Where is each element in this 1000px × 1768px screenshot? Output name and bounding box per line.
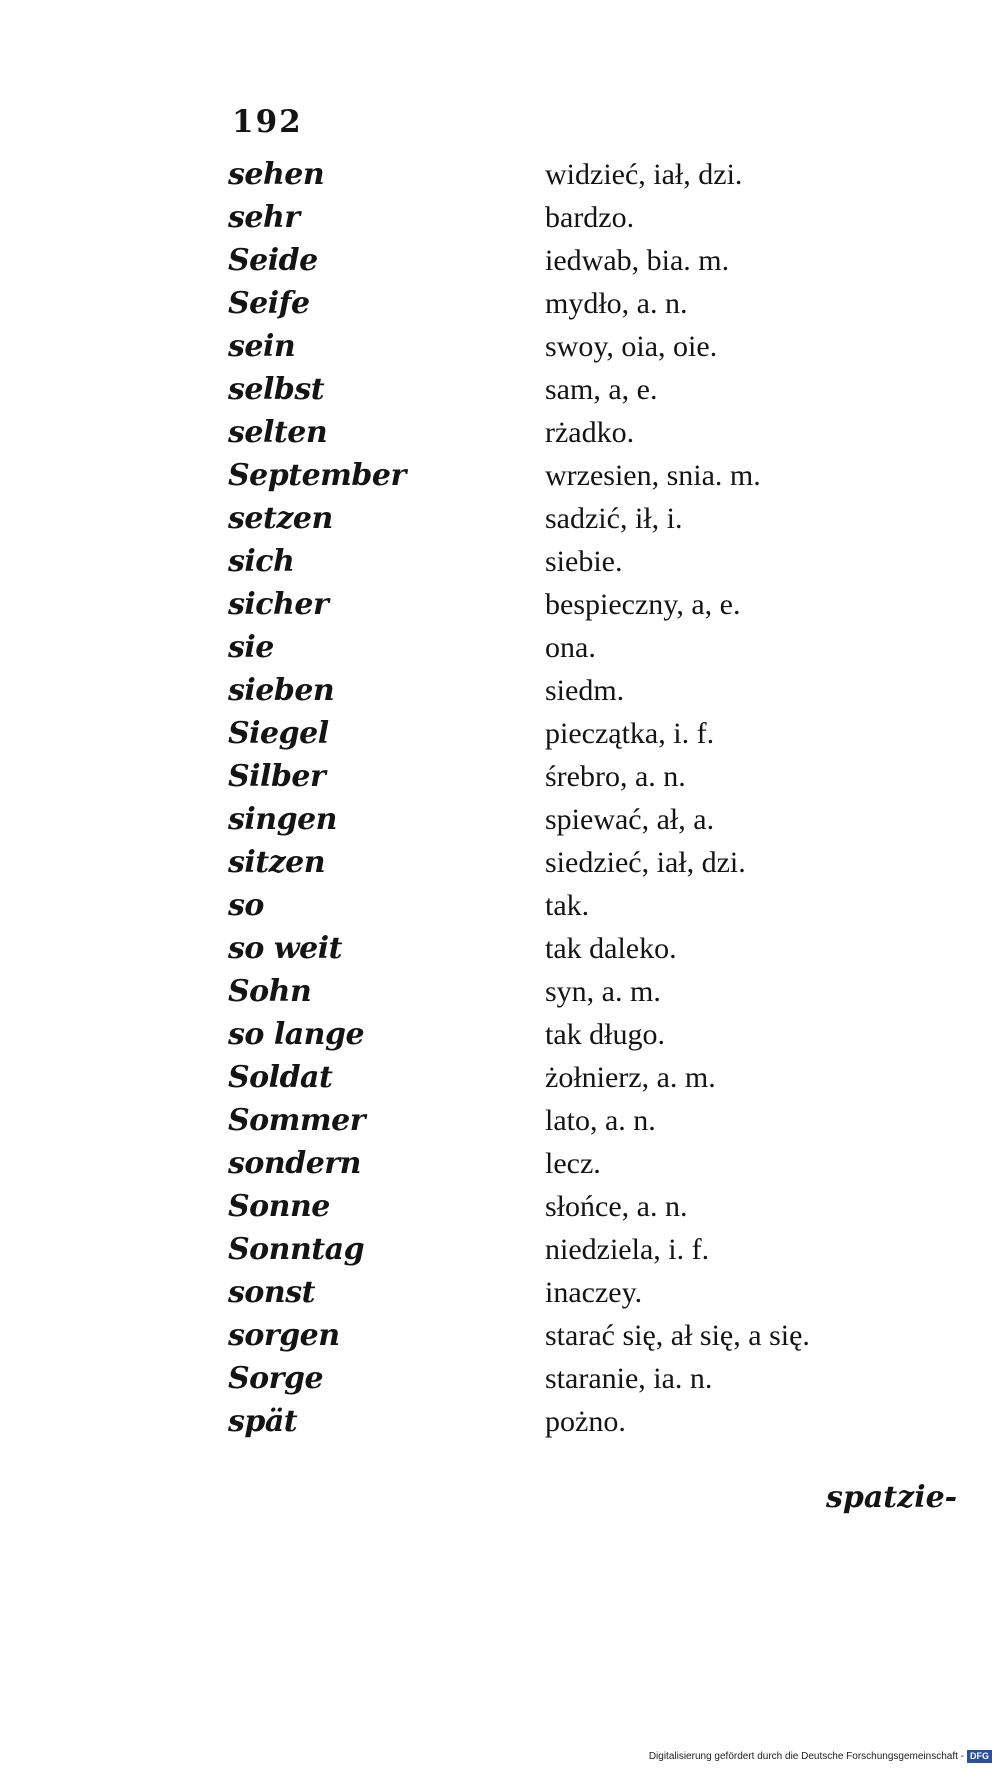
polish-translation: bardzo. — [545, 201, 635, 234]
digitization-credit — [649, 1750, 992, 1764]
list-item — [0, 327, 1000, 370]
polish-translation: niedziela, i. f. — [545, 1233, 710, 1266]
polish-translation: żołnierz, a. m. — [545, 1061, 716, 1094]
german-word: sondern — [228, 1146, 361, 1181]
german-word: sehen — [228, 157, 325, 192]
polish-translation: mydło, a. n. — [545, 287, 688, 320]
list-item — [0, 1402, 1000, 1445]
polish-translation: syn, a. m. — [545, 975, 661, 1008]
catchword: spatzie- — [826, 1480, 958, 1515]
list-item — [0, 714, 1000, 757]
german-word: so weit — [228, 931, 343, 966]
polish-translation: spiewać, ał, a. — [545, 803, 715, 836]
german-word: singen — [228, 802, 337, 837]
polish-translation: swoy, oia, oie. — [545, 330, 718, 363]
polish-translation: inaczey. — [545, 1276, 643, 1309]
list-item — [0, 1230, 1000, 1273]
list-item — [0, 1187, 1000, 1230]
german-word: setzen — [228, 501, 333, 536]
list-item — [0, 1144, 1000, 1187]
german-word: Sorge — [228, 1361, 324, 1396]
polish-translation: tak. — [545, 889, 590, 922]
german-word: selten — [228, 415, 328, 450]
german-word: sehr — [228, 200, 300, 235]
list-item — [0, 628, 1000, 671]
polish-translation: śrebro, a. n. — [545, 760, 686, 793]
list-item — [0, 284, 1000, 327]
list-item — [0, 370, 1000, 413]
german-word: sich — [228, 544, 295, 579]
polish-translation: wrzesien, snia. m. — [545, 459, 761, 492]
page-number: 192 — [232, 104, 303, 140]
list-item — [0, 241, 1000, 284]
polish-translation: siebie. — [545, 545, 623, 578]
list-item — [0, 413, 1000, 456]
list-item — [0, 1101, 1000, 1144]
polish-translation: sadzić, ił, i. — [545, 502, 683, 535]
dictionary-entries — [0, 155, 1000, 1445]
list-item — [0, 155, 1000, 198]
german-word: Seide — [228, 243, 318, 278]
list-item — [0, 1058, 1000, 1101]
german-word: Sohn — [228, 974, 312, 1009]
polish-translation: słońce, a. n. — [545, 1190, 688, 1223]
list-item — [0, 585, 1000, 628]
polish-translation: starać się, ał się, a się. — [545, 1319, 810, 1352]
german-word: Sonntag — [228, 1232, 365, 1267]
polish-translation: iedwab, bia. m. — [545, 244, 730, 277]
list-item — [0, 929, 1000, 972]
german-word: Sonne — [228, 1189, 330, 1224]
polish-translation: ona. — [545, 631, 596, 664]
german-word: sieben — [228, 673, 335, 708]
list-item — [0, 1359, 1000, 1402]
list-item — [0, 198, 1000, 241]
polish-translation: lato, a. n. — [545, 1104, 656, 1137]
list-item — [0, 499, 1000, 542]
polish-translation: tak daleko. — [545, 932, 677, 965]
list-item — [0, 1316, 1000, 1359]
list-item — [0, 671, 1000, 714]
polish-translation: widzieć, iał, dzi. — [545, 158, 743, 191]
polish-translation: lecz. — [545, 1147, 601, 1180]
german-word: sitzen — [228, 845, 326, 880]
german-word: sicher — [228, 587, 329, 622]
list-item — [0, 886, 1000, 929]
polish-translation: bespieczny, a, e. — [545, 588, 741, 621]
dfg-logo: DFG — [967, 1750, 992, 1763]
german-word: sorgen — [228, 1318, 340, 1353]
german-word: sonst — [228, 1275, 315, 1310]
list-item — [0, 456, 1000, 499]
polish-translation: staranie, ia. n. — [545, 1362, 713, 1395]
german-word: Siegel — [228, 716, 329, 751]
german-word: Soldat — [228, 1060, 333, 1095]
polish-translation: siedm. — [545, 674, 625, 707]
german-word: Sommer — [228, 1103, 366, 1138]
german-word: Silber — [228, 759, 326, 794]
polish-translation: pożno. — [545, 1405, 626, 1438]
list-item — [0, 1273, 1000, 1316]
polish-translation: pieczątka, i. f. — [545, 717, 715, 750]
list-item — [0, 800, 1000, 843]
german-word: Seife — [228, 286, 310, 321]
german-word: selbst — [228, 372, 325, 407]
german-word: spät — [228, 1404, 298, 1439]
polish-translation: rżadko. — [545, 416, 635, 449]
list-item — [0, 757, 1000, 800]
german-word: so — [228, 888, 264, 923]
german-word: so lange — [228, 1017, 365, 1052]
polish-translation: siedzieć, iał, dzi. — [545, 846, 746, 879]
credit-text: Digitalisierung gefördert durch die Deutsche Forschungsgemeinschaft - — [648, 1751, 964, 1762]
german-word: September — [228, 458, 406, 493]
polish-translation: sam, a, e. — [545, 373, 658, 406]
list-item — [0, 843, 1000, 886]
german-word: sein — [228, 329, 296, 364]
list-item — [0, 542, 1000, 585]
list-item — [0, 1015, 1000, 1058]
list-item — [0, 972, 1000, 1015]
german-word: sie — [228, 630, 274, 665]
polish-translation: tak długo. — [545, 1018, 665, 1051]
